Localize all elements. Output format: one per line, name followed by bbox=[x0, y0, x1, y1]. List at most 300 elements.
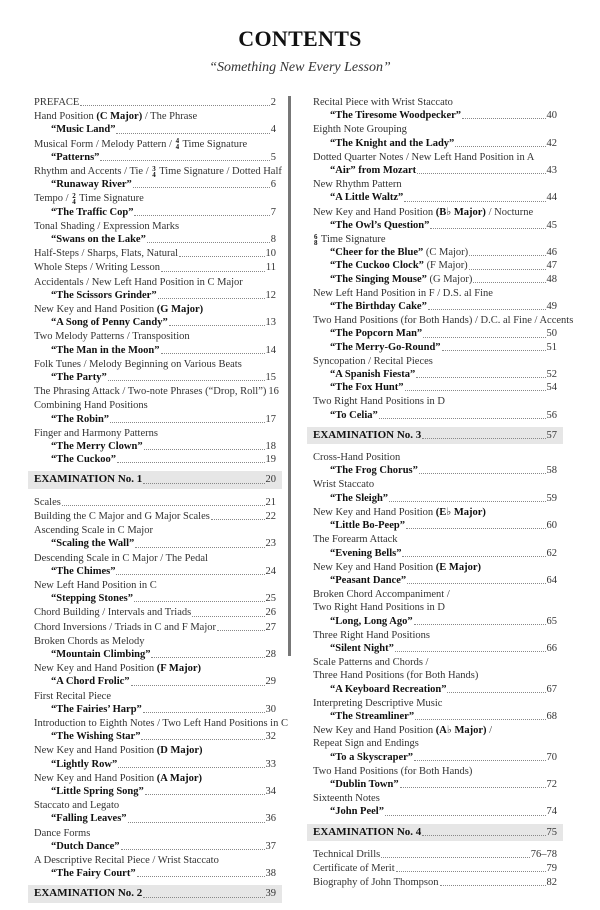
page-number: 44 bbox=[546, 192, 557, 204]
examination-entry[interactable] bbox=[307, 427, 563, 444]
song-line[interactable] bbox=[313, 464, 557, 477]
topic-text-group bbox=[313, 737, 419, 750]
topic-heading bbox=[313, 533, 557, 546]
topic-heading bbox=[313, 96, 557, 109]
song-entry bbox=[51, 453, 116, 466]
topic-heading bbox=[313, 287, 557, 300]
song-line[interactable] bbox=[34, 233, 276, 246]
topic-heading bbox=[34, 524, 276, 537]
toc-section bbox=[313, 697, 557, 723]
dot-leader bbox=[396, 870, 546, 872]
topic-heading bbox=[34, 330, 276, 343]
time-signature-top: 2 bbox=[72, 192, 76, 201]
examination-entry[interactable] bbox=[307, 824, 563, 841]
toc-section bbox=[34, 164, 282, 191]
song-line[interactable] bbox=[34, 812, 276, 825]
song-title: “The Singing Mouse” bbox=[330, 273, 427, 285]
page-number: 60 bbox=[546, 520, 557, 532]
entry-title: Biography of John Thompson bbox=[313, 877, 439, 889]
toc-section bbox=[313, 151, 557, 177]
topic-text: A Descriptive Recital Piece / Wrist Staccato bbox=[34, 854, 219, 866]
song-line[interactable] bbox=[34, 867, 276, 880]
song-line[interactable] bbox=[34, 371, 276, 384]
toc-line[interactable] bbox=[34, 621, 276, 634]
song-line[interactable] bbox=[34, 537, 276, 550]
exam-title: EXAMINATION No. 4 bbox=[313, 825, 422, 838]
topic-text: Broken Chords as Melody bbox=[34, 635, 145, 647]
song-title: “The Streamliner” bbox=[330, 710, 415, 722]
song-line[interactable] bbox=[34, 758, 276, 771]
dot-leader bbox=[405, 389, 546, 391]
key-label: (G Major) bbox=[156, 304, 204, 316]
song-title: “Cheer for the Blue” bbox=[330, 247, 424, 259]
song-line[interactable] bbox=[313, 805, 557, 818]
dot-leader bbox=[414, 623, 546, 625]
page-number: 23 bbox=[265, 538, 276, 550]
page-number: 39 bbox=[265, 888, 276, 900]
page-number: 28 bbox=[265, 648, 276, 660]
dot-leader bbox=[169, 324, 265, 326]
dot-leader bbox=[211, 518, 265, 520]
topic-heading bbox=[34, 827, 276, 840]
entry-title: Building the C Major and G Major Scales bbox=[34, 510, 210, 522]
page-number: 67 bbox=[546, 683, 557, 695]
topic-text: Time Signature bbox=[180, 138, 248, 150]
song-title: “The Fairy Court” bbox=[51, 868, 136, 880]
dot-leader bbox=[141, 738, 264, 740]
entry-title: Chord Inversions / Triads in C and F Major bbox=[34, 621, 217, 633]
page-number: 54 bbox=[546, 382, 557, 394]
toc-line[interactable] bbox=[313, 862, 557, 875]
song-line[interactable] bbox=[34, 592, 276, 605]
page-number: 11 bbox=[265, 262, 276, 274]
page-number: 15 bbox=[265, 372, 276, 384]
exam-title: EXAMINATION No. 3 bbox=[313, 428, 422, 441]
topic-heading bbox=[34, 358, 276, 371]
topic-text: Two Melody Patterns / Transposition bbox=[34, 331, 190, 343]
toc-line[interactable] bbox=[34, 247, 276, 260]
topic-heading bbox=[34, 579, 276, 592]
page-number: 62 bbox=[546, 547, 557, 559]
topic-heading bbox=[313, 151, 557, 164]
key-label: (D Major) bbox=[156, 745, 203, 757]
song-entry bbox=[51, 785, 144, 798]
song-entry bbox=[330, 805, 384, 818]
dot-leader bbox=[395, 650, 546, 652]
song-line[interactable] bbox=[313, 710, 557, 723]
dot-leader bbox=[422, 834, 545, 836]
song-line[interactable] bbox=[313, 109, 557, 122]
song-entry bbox=[330, 574, 406, 587]
song-title: “The Tiresome Woodpecker” bbox=[330, 110, 462, 122]
topic-text-group bbox=[34, 579, 157, 592]
topic-heading bbox=[34, 717, 288, 730]
song-entry bbox=[51, 440, 143, 453]
topic-heading bbox=[313, 765, 557, 778]
song-title: “Stepping Stones” bbox=[51, 593, 133, 605]
song-line[interactable] bbox=[313, 409, 557, 422]
topic-text: Two Right Hand Positions in D bbox=[313, 396, 445, 408]
topic-heading bbox=[34, 552, 276, 565]
toc-line[interactable] bbox=[34, 96, 276, 109]
toc-section bbox=[34, 220, 276, 246]
examination-entry[interactable] bbox=[28, 885, 282, 902]
song-line[interactable] bbox=[34, 648, 276, 661]
dot-leader bbox=[415, 718, 545, 720]
song-line[interactable] bbox=[34, 413, 276, 426]
toc-line[interactable] bbox=[313, 876, 557, 889]
topic-text: Rhythm and Accents / Tie / bbox=[34, 166, 152, 178]
song-entry bbox=[51, 178, 132, 191]
song-line[interactable] bbox=[34, 675, 276, 688]
song-line[interactable] bbox=[313, 246, 557, 259]
page-number: 22 bbox=[265, 510, 276, 522]
exam-title: EXAMINATION No. 2 bbox=[34, 887, 143, 900]
toc-section bbox=[313, 533, 557, 559]
time-signature-bottom: 4 bbox=[152, 170, 156, 179]
song-entry bbox=[51, 344, 160, 357]
topic-text: Tempo / bbox=[34, 193, 72, 205]
song-entry bbox=[330, 368, 415, 381]
song-line[interactable] bbox=[313, 519, 557, 532]
song-line[interactable] bbox=[34, 289, 276, 302]
toc-line[interactable] bbox=[34, 606, 276, 619]
topic-text-group bbox=[34, 524, 153, 537]
dot-leader bbox=[473, 281, 545, 283]
topic-text: New Key and Hand Position bbox=[313, 725, 436, 737]
topic-text-group bbox=[313, 314, 573, 327]
song-line[interactable] bbox=[313, 219, 557, 232]
song-line[interactable] bbox=[34, 565, 276, 578]
topic-text: Introduction to Eighth Notes / Two Left Hand Positions in C bbox=[34, 717, 288, 729]
time-signature bbox=[152, 166, 156, 178]
topic-text-group bbox=[313, 669, 478, 682]
dot-leader bbox=[469, 268, 546, 270]
dot-leader bbox=[404, 200, 545, 202]
song-title: “A Song of Penny Candy” bbox=[51, 317, 168, 329]
right-column bbox=[313, 96, 574, 890]
topic-heading bbox=[34, 690, 276, 703]
topic-text: Time Signature bbox=[318, 234, 386, 246]
song-line[interactable] bbox=[34, 316, 276, 329]
page-number: 65 bbox=[546, 615, 557, 627]
toc-section bbox=[313, 724, 557, 764]
song-entry bbox=[330, 137, 454, 150]
page-number: 49 bbox=[546, 301, 557, 313]
topic-heading bbox=[313, 395, 557, 408]
song-line[interactable] bbox=[34, 730, 276, 743]
page-number: 51 bbox=[546, 341, 557, 353]
song-line[interactable] bbox=[313, 327, 557, 340]
song-line[interactable] bbox=[34, 344, 276, 357]
song-title: “The Cuckoo Clock” bbox=[330, 260, 424, 272]
song-line[interactable] bbox=[34, 440, 276, 453]
toc-entry bbox=[313, 876, 557, 889]
topic-heading bbox=[34, 744, 276, 757]
song-entry bbox=[51, 730, 140, 743]
topic-heading bbox=[313, 355, 557, 368]
topic-heading bbox=[313, 601, 557, 614]
song-line[interactable] bbox=[313, 273, 557, 286]
topic-heading bbox=[313, 792, 557, 805]
song-line[interactable] bbox=[34, 123, 276, 136]
dot-leader bbox=[128, 821, 265, 823]
entry-title: Scales bbox=[34, 496, 61, 508]
song-line[interactable] bbox=[313, 341, 557, 354]
song-entry bbox=[51, 812, 127, 825]
topic-heading bbox=[313, 669, 557, 682]
toc-section bbox=[34, 799, 276, 825]
exam-line[interactable] bbox=[34, 473, 276, 486]
toc-section bbox=[34, 138, 276, 164]
song-title: “A Spanish Fiesta” bbox=[330, 369, 416, 381]
song-line[interactable] bbox=[313, 642, 557, 655]
dot-leader bbox=[161, 270, 265, 272]
time-signature-bottom: 4 bbox=[175, 143, 180, 152]
topic-text: Dance Forms bbox=[34, 827, 91, 839]
song-entry bbox=[330, 409, 378, 422]
toc-section bbox=[313, 656, 557, 696]
toc-section bbox=[313, 123, 557, 149]
page-number: 40 bbox=[546, 110, 557, 122]
song-line[interactable] bbox=[34, 453, 276, 466]
song-line[interactable] bbox=[313, 381, 557, 394]
toc-line[interactable] bbox=[34, 496, 276, 509]
topic-text-group bbox=[34, 110, 197, 123]
song-entry bbox=[330, 164, 416, 177]
song-line[interactable] bbox=[313, 191, 557, 204]
toc-line[interactable] bbox=[34, 385, 279, 398]
song-key-note: (F Major) bbox=[423, 260, 468, 272]
topic-text-group bbox=[34, 399, 148, 412]
song-line[interactable] bbox=[313, 751, 557, 764]
toc-section bbox=[34, 192, 276, 218]
song-line[interactable] bbox=[313, 368, 557, 381]
entry-title: Chord Building / Intervals and Triads bbox=[34, 607, 192, 619]
topic-text-group bbox=[313, 123, 407, 136]
topic-text-group bbox=[34, 330, 190, 343]
page-number: 16 bbox=[268, 386, 279, 398]
song-entry bbox=[330, 642, 394, 655]
topic-text: Ascending Scale in C Major bbox=[34, 525, 153, 537]
toc-section bbox=[34, 399, 276, 425]
song-line[interactable] bbox=[34, 785, 276, 798]
topic-heading bbox=[313, 697, 557, 710]
song-entry bbox=[330, 219, 429, 232]
song-title: “A Chord Frolic” bbox=[51, 676, 130, 688]
song-entry bbox=[330, 492, 388, 505]
song-line[interactable] bbox=[313, 615, 557, 628]
song-line[interactable] bbox=[34, 703, 276, 716]
toc-section bbox=[34, 827, 276, 853]
toc-section bbox=[313, 355, 557, 395]
topic-heading bbox=[34, 303, 276, 316]
topic-text: New Key and Hand Position bbox=[34, 663, 157, 675]
topic-heading bbox=[34, 110, 276, 123]
page-number: 7 bbox=[270, 206, 276, 218]
topic-text-group bbox=[313, 506, 486, 519]
toc-section bbox=[313, 561, 557, 587]
page-number: 37 bbox=[265, 840, 276, 852]
song-entry bbox=[51, 413, 109, 426]
toc-section bbox=[313, 314, 574, 354]
song-entry bbox=[51, 758, 117, 771]
topic-text-group bbox=[34, 799, 119, 812]
song-title: “Evening Bells” bbox=[330, 547, 402, 559]
song-title: “The Merry-Go-Round” bbox=[330, 341, 441, 353]
toc-section bbox=[313, 395, 557, 421]
topic-text: Musical Form / Melody Pattern / bbox=[34, 138, 175, 150]
song-entry bbox=[330, 710, 414, 723]
toc-line[interactable] bbox=[313, 848, 557, 861]
topic-text-group bbox=[34, 744, 203, 757]
topic-text: New Key and Hand Position bbox=[313, 561, 436, 573]
topic-text-group bbox=[313, 151, 534, 164]
song-title: “Mountain Climbing” bbox=[51, 648, 151, 660]
topic-text-group bbox=[313, 588, 450, 601]
exam-line[interactable] bbox=[313, 826, 557, 839]
page-number: 58 bbox=[546, 465, 557, 477]
song-title: “To a Skyscraper” bbox=[330, 751, 414, 763]
dot-leader bbox=[179, 255, 264, 257]
topic-heading bbox=[34, 772, 276, 785]
song-line[interactable] bbox=[34, 151, 276, 164]
key-label: (A♭ Major) bbox=[435, 725, 487, 737]
page-number: 19 bbox=[265, 454, 276, 466]
toc-section bbox=[34, 276, 276, 302]
page-number: 57 bbox=[546, 429, 557, 441]
toc-entry bbox=[34, 247, 276, 260]
song-line[interactable] bbox=[313, 492, 557, 505]
topic-heading bbox=[313, 561, 557, 574]
page-number: 18 bbox=[265, 441, 276, 453]
toc-entry bbox=[313, 848, 557, 861]
song-line[interactable] bbox=[313, 259, 557, 272]
topic-text-group bbox=[34, 276, 243, 289]
dot-leader bbox=[430, 227, 545, 229]
song-line[interactable] bbox=[313, 778, 557, 791]
song-entry bbox=[330, 327, 422, 340]
song-title: “The Birthday Cake” bbox=[330, 301, 427, 313]
song-line[interactable] bbox=[313, 547, 557, 560]
song-line[interactable] bbox=[34, 206, 276, 219]
song-title: “The Scissors Grinder” bbox=[51, 289, 157, 301]
examination-entry[interactable] bbox=[28, 471, 282, 488]
page-number: 75 bbox=[546, 826, 557, 838]
topic-text: Eighth Note Grouping bbox=[313, 124, 407, 136]
toc-entry bbox=[34, 606, 276, 619]
topic-text: New Key and Hand Position bbox=[34, 772, 157, 784]
toc-line[interactable] bbox=[34, 261, 276, 274]
topic-text: Three Right Hand Positions bbox=[313, 629, 430, 641]
topic-text: Two Hand Positions (for Both Hands) bbox=[313, 765, 473, 777]
left-column bbox=[34, 96, 288, 910]
toc-section bbox=[34, 772, 276, 798]
page-number: 29 bbox=[265, 676, 276, 688]
song-entry bbox=[330, 519, 405, 532]
song-line[interactable] bbox=[313, 683, 557, 696]
song-title: “The Fox Hunt” bbox=[330, 382, 404, 394]
dot-leader bbox=[62, 504, 265, 506]
toc-section bbox=[34, 358, 276, 384]
page-number: 12 bbox=[265, 289, 276, 301]
toc-entry bbox=[34, 621, 276, 634]
topic-text: Sixteenth Notes bbox=[313, 793, 380, 805]
song-title: “Scaling the Wall” bbox=[51, 538, 135, 550]
topic-text-group bbox=[34, 303, 203, 316]
exam-line[interactable] bbox=[34, 887, 276, 900]
key-label: (C Major) bbox=[96, 111, 143, 123]
topic-text: Folk Tunes / Melody Beginning on Various Beats bbox=[34, 358, 242, 370]
topic-text: Broken Chord Accompaniment / bbox=[313, 589, 450, 601]
dot-leader bbox=[422, 437, 545, 439]
song-line[interactable] bbox=[34, 178, 276, 191]
exam-line[interactable] bbox=[313, 429, 557, 442]
dot-leader bbox=[447, 691, 545, 693]
toc-section bbox=[34, 427, 276, 467]
dot-leader bbox=[116, 132, 269, 134]
topic-text-group bbox=[313, 724, 492, 737]
topic-text: Staccato and Legato bbox=[34, 800, 120, 812]
topic-text: Tonal Shading / Expression Marks bbox=[34, 220, 180, 232]
topic-text: / bbox=[486, 725, 493, 737]
contents-title: CONTENTS bbox=[238, 26, 362, 51]
topic-text-group bbox=[34, 192, 144, 205]
entry-title: Technical Drills bbox=[313, 848, 381, 860]
topic-heading bbox=[313, 233, 557, 246]
dot-leader bbox=[118, 766, 264, 768]
page-number: 68 bbox=[546, 710, 557, 722]
topic-text: Wrist Staccato bbox=[313, 479, 375, 491]
song-title: “The Popcorn Man” bbox=[330, 328, 423, 340]
toc-line[interactable] bbox=[34, 510, 276, 523]
song-line[interactable] bbox=[313, 137, 557, 150]
dot-leader bbox=[442, 349, 546, 351]
dot-leader bbox=[469, 254, 545, 256]
topic-heading bbox=[313, 478, 557, 491]
topic-text: Interpreting Descriptive Music bbox=[313, 697, 443, 709]
dot-leader bbox=[402, 555, 545, 557]
topic-heading bbox=[34, 854, 276, 867]
toc-entry bbox=[313, 862, 557, 875]
time-signature-bottom: 8 bbox=[314, 238, 318, 247]
song-entry bbox=[330, 341, 441, 354]
dot-leader bbox=[379, 417, 546, 419]
dot-leader bbox=[135, 546, 264, 548]
entry-title: Whole Steps / Writing Lesson bbox=[34, 262, 160, 274]
song-line[interactable] bbox=[313, 164, 557, 177]
toc-section bbox=[313, 178, 557, 204]
page-number: 33 bbox=[265, 758, 276, 770]
entry-title: Half-Steps / Sharps, Flats, Natural bbox=[34, 248, 179, 260]
topic-text-group bbox=[313, 792, 380, 805]
topic-text-group bbox=[34, 427, 158, 440]
dot-leader bbox=[381, 856, 530, 858]
song-line[interactable] bbox=[34, 840, 276, 853]
song-entry bbox=[51, 703, 142, 716]
topic-text: Cross-Hand Position bbox=[313, 452, 401, 464]
song-line[interactable] bbox=[313, 574, 557, 587]
toc-section bbox=[313, 96, 557, 122]
dot-leader bbox=[419, 472, 546, 474]
topic-text-group bbox=[34, 662, 201, 675]
page-number: 34 bbox=[265, 785, 276, 797]
song-title: “Little Bo-Peep” bbox=[330, 520, 405, 532]
page-number: 13 bbox=[265, 317, 276, 329]
toc-section bbox=[313, 233, 557, 286]
song-line[interactable] bbox=[313, 300, 557, 313]
toc-section bbox=[313, 287, 557, 313]
